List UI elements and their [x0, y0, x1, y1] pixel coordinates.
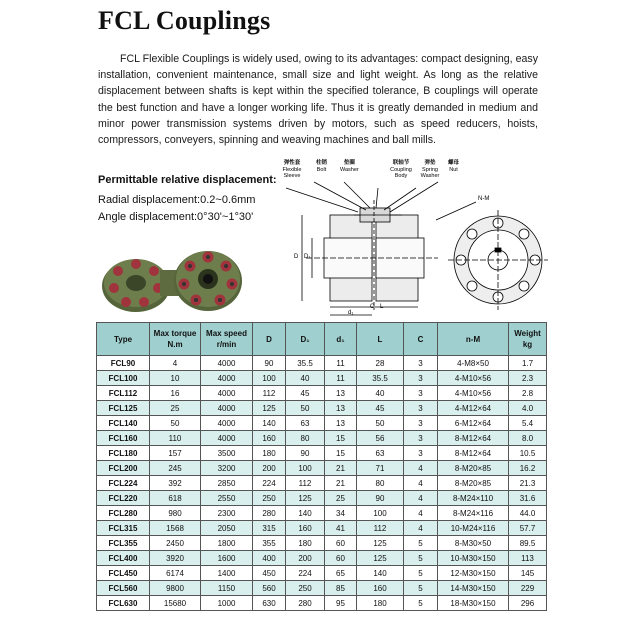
dim-D: D	[294, 254, 299, 260]
model-cell: FCL180	[97, 446, 150, 461]
table-cell: 4	[404, 491, 438, 506]
table-cell: 4000	[201, 401, 253, 416]
table-cell: 11	[325, 356, 357, 371]
table-row	[97, 386, 547, 401]
table-cell: 3500	[201, 446, 253, 461]
model-cell: FCL224	[97, 476, 150, 491]
table-cell: 11	[325, 371, 357, 386]
table-cell: 3	[404, 431, 438, 446]
table-cell: 5.4	[509, 416, 547, 431]
label-nut: 螺母 Nut	[448, 160, 460, 173]
table-cell: 450	[253, 566, 286, 581]
table-cell: 8-M30×50	[438, 536, 509, 551]
table-cell: 200	[286, 551, 325, 566]
label-spring-washer: 弹垫 Spring Washer	[420, 160, 440, 179]
table-cell: 15680	[150, 596, 201, 611]
table-cell: 8-M24×110	[438, 491, 509, 506]
table-header-row	[97, 323, 547, 356]
table-cell: 40	[357, 386, 404, 401]
table-cell: 100	[253, 371, 286, 386]
header-d1: d₁	[325, 323, 357, 356]
spec-table	[96, 322, 547, 611]
model-cell: FCL450	[97, 566, 150, 581]
table-cell: 8-M12×64	[438, 446, 509, 461]
dim-n-m: N-M	[478, 196, 490, 202]
table-row	[97, 371, 547, 386]
label-flexible-sleeve: 弹性套 Flexible Sleeve	[282, 160, 302, 179]
diagram-drawing	[266, 160, 556, 318]
angle-displacement: Angle displacement:0°30'~1°30'	[98, 211, 254, 223]
table-cell: 1568	[150, 521, 201, 536]
table-cell: 224	[286, 566, 325, 581]
table-cell: 9800	[150, 581, 201, 596]
table-cell: 10	[150, 371, 201, 386]
table-cell: 4.0	[509, 401, 547, 416]
table-cell: 3	[404, 386, 438, 401]
table-row	[97, 491, 547, 506]
table-cell: 13	[325, 401, 357, 416]
table-cell: 21	[325, 461, 357, 476]
table-row	[97, 431, 547, 446]
table-cell: 140	[253, 416, 286, 431]
table-cell: 4	[404, 521, 438, 536]
model-cell: FCL400	[97, 551, 150, 566]
table-cell: 160	[253, 431, 286, 446]
table-cell: 4	[404, 476, 438, 491]
table-cell: 4000	[201, 371, 253, 386]
table-cell: 3920	[150, 551, 201, 566]
table-cell: 2850	[201, 476, 253, 491]
table-cell: 4000	[201, 431, 253, 446]
table-cell: 50	[150, 416, 201, 431]
table-cell: 8-M24×116	[438, 506, 509, 521]
table-cell: 125	[286, 491, 325, 506]
table-cell: 4	[404, 506, 438, 521]
table-cell: 15	[325, 446, 357, 461]
table-cell: 45	[286, 386, 325, 401]
table-cell: 14-M30×150	[438, 581, 509, 596]
table-cell: 296	[509, 596, 547, 611]
label-coupling-body: 联轴节 Coupling Body	[390, 160, 412, 179]
table-cell: 355	[253, 536, 286, 551]
table-cell: 18-M30×150	[438, 596, 509, 611]
table-cell: 10-M24×116	[438, 521, 509, 536]
table-cell: 250	[286, 581, 325, 596]
table-cell: 180	[357, 596, 404, 611]
header-max-speed: Max speed r/min	[201, 323, 253, 356]
dim-L: L	[380, 304, 384, 310]
model-cell: FCL280	[97, 506, 150, 521]
intro-paragraph: FCL Flexible Couplings is widely used, owing to its advantages: compact designing, easy installation, convenient maintenance, small size and light weight. As long as the relative displacement between shafts is kept within the specified tolerance, B couplings will operate the best function and have a longer working life. Thus it is greatly demanded in medium and minor power transmission systems driven by motors, such as speed reducers, hoists, compressors, conveyers, spinning and weaving machines and ball mills.	[98, 53, 538, 147]
table-cell: 50	[357, 416, 404, 431]
table-cell: 95	[325, 596, 357, 611]
table-cell: 4	[150, 356, 201, 371]
table-cell: 21.3	[509, 476, 547, 491]
table-cell: 63	[286, 416, 325, 431]
table-cell: 34	[325, 506, 357, 521]
table-cell: 90	[357, 491, 404, 506]
table-cell: 50	[286, 401, 325, 416]
table-cell: 40	[286, 371, 325, 386]
table-cell: 618	[150, 491, 201, 506]
table-cell: 392	[150, 476, 201, 491]
header-type: Type	[97, 323, 150, 356]
table-cell: 6174	[150, 566, 201, 581]
table-cell: 1150	[201, 581, 253, 596]
table-row	[97, 476, 547, 491]
table-cell: 5	[404, 566, 438, 581]
table-cell: 400	[253, 551, 286, 566]
dim-D1: D₁	[304, 254, 311, 260]
table-cell: 160	[286, 521, 325, 536]
table-cell: 100	[357, 506, 404, 521]
table-cell: 12-M30×150	[438, 566, 509, 581]
table-cell: 2050	[201, 521, 253, 536]
table-cell: 15	[325, 431, 357, 446]
table-cell: 3	[404, 416, 438, 431]
model-cell: FCL630	[97, 596, 150, 611]
table-cell: 2.3	[509, 371, 547, 386]
header-C: C	[404, 323, 438, 356]
table-cell: 44.0	[509, 506, 547, 521]
coupling-photo	[96, 236, 246, 316]
table-cell: 71	[357, 461, 404, 476]
table-cell: 41	[325, 521, 357, 536]
table-cell: 80	[286, 431, 325, 446]
table-cell: 1.7	[509, 356, 547, 371]
model-cell: FCL90	[97, 356, 150, 371]
table-row	[97, 596, 547, 611]
page-title: FCL Couplings	[98, 6, 271, 35]
table-row	[97, 506, 547, 521]
model-cell: FCL200	[97, 461, 150, 476]
table-cell: 8.0	[509, 431, 547, 446]
table-cell: 245	[150, 461, 201, 476]
displacement-title: Permittable relative displacement:	[98, 174, 277, 186]
model-cell: FCL315	[97, 521, 150, 536]
table-cell: 5	[404, 581, 438, 596]
table-cell: 4-M10×56	[438, 386, 509, 401]
table-cell: 980	[150, 506, 201, 521]
table-cell: 4-M10×56	[438, 371, 509, 386]
table-cell: 31.6	[509, 491, 547, 506]
table-cell: 2450	[150, 536, 201, 551]
table-cell: 4000	[201, 386, 253, 401]
table-cell: 180	[286, 536, 325, 551]
header-weight: Weight kg	[509, 323, 547, 356]
table-cell: 3	[404, 401, 438, 416]
table-cell: 5	[404, 551, 438, 566]
table-cell: 5	[404, 596, 438, 611]
table-cell: 35.5	[357, 371, 404, 386]
table-cell: 28	[357, 356, 404, 371]
table-cell: 85	[325, 581, 357, 596]
table-row	[97, 356, 547, 371]
table-cell: 180	[253, 446, 286, 461]
table-cell: 16.2	[509, 461, 547, 476]
label-bolt: 柱销 Bolt	[316, 160, 328, 173]
table-cell: 1400	[201, 566, 253, 581]
table-cell: 560	[253, 581, 286, 596]
table-cell: 125	[253, 401, 286, 416]
table-cell: 60	[325, 551, 357, 566]
table-cell: 80	[357, 476, 404, 491]
table-cell: 4000	[201, 416, 253, 431]
table-cell: 630	[253, 596, 286, 611]
dim-d1: d₁	[348, 310, 354, 316]
table-cell: 140	[357, 566, 404, 581]
table-cell: 3	[404, 446, 438, 461]
table-cell: 56	[357, 431, 404, 446]
table-cell: 16	[150, 386, 201, 401]
table-cell: 224	[253, 476, 286, 491]
table-cell: 200	[253, 461, 286, 476]
table-cell: 112	[253, 386, 286, 401]
model-cell: FCL220	[97, 491, 150, 506]
header-D: D	[253, 323, 286, 356]
table-cell: 112	[357, 521, 404, 536]
table-cell: 315	[253, 521, 286, 536]
header-n-M: n-M	[438, 323, 509, 356]
table-cell: 157	[150, 446, 201, 461]
table-cell: 2.8	[509, 386, 547, 401]
model-cell: FCL160	[97, 431, 150, 446]
table-cell: 125	[357, 551, 404, 566]
table-cell: 90	[253, 356, 286, 371]
table-cell: 125	[357, 536, 404, 551]
table-cell: 65	[325, 566, 357, 581]
table-cell: 280	[286, 596, 325, 611]
table-cell: 110	[150, 431, 201, 446]
table-cell: 10.5	[509, 446, 547, 461]
coupling-diagram	[266, 160, 556, 318]
model-cell: FCL560	[97, 581, 150, 596]
radial-displacement: Radial displacement:0.2~0.6mm	[98, 194, 256, 206]
table-cell: 160	[357, 581, 404, 596]
table-cell: 113	[509, 551, 547, 566]
table-row	[97, 446, 547, 461]
model-cell: FCL355	[97, 536, 150, 551]
table-cell: 90	[286, 446, 325, 461]
table-cell: 4	[404, 461, 438, 476]
model-cell: FCL100	[97, 371, 150, 386]
table-cell: 57.7	[509, 521, 547, 536]
model-cell: FCL112	[97, 386, 150, 401]
table-cell: 10-M30×150	[438, 551, 509, 566]
table-row	[97, 416, 547, 431]
dim-C: C	[370, 304, 375, 310]
table-cell: 4-M8×50	[438, 356, 509, 371]
table-cell: 25	[325, 491, 357, 506]
table-cell: 112	[286, 476, 325, 491]
table-cell: 6-M12×64	[438, 416, 509, 431]
table-cell: 100	[286, 461, 325, 476]
table-cell: 1000	[201, 596, 253, 611]
table-cell: 3200	[201, 461, 253, 476]
table-row	[97, 581, 547, 596]
table-cell: 1800	[201, 536, 253, 551]
model-cell: FCL125	[97, 401, 150, 416]
table-cell: 8-M20×85	[438, 476, 509, 491]
table-cell: 4-M12×64	[438, 401, 509, 416]
table-row	[97, 521, 547, 536]
table-cell: 45	[357, 401, 404, 416]
table-cell: 13	[325, 416, 357, 431]
table-cell: 35.5	[286, 356, 325, 371]
table-body	[97, 356, 547, 611]
header-max-torque: Max torque N.m	[150, 323, 201, 356]
table-row	[97, 401, 547, 416]
table-cell: 3	[404, 356, 438, 371]
table-cell: 140	[286, 506, 325, 521]
table-row	[97, 536, 547, 551]
table-cell: 8-M20×85	[438, 461, 509, 476]
table-cell: 229	[509, 581, 547, 596]
table-cell: 1600	[201, 551, 253, 566]
table-row	[97, 461, 547, 476]
header-D1: D₁	[286, 323, 325, 356]
table-cell: 280	[253, 506, 286, 521]
table-cell: 4000	[201, 356, 253, 371]
table-cell: 145	[509, 566, 547, 581]
table-row	[97, 566, 547, 581]
table-cell: 2550	[201, 491, 253, 506]
table-cell: 8-M12×64	[438, 431, 509, 446]
header-L: L	[357, 323, 404, 356]
table-cell: 21	[325, 476, 357, 491]
label-washer: 垫圈 Washer	[340, 160, 359, 173]
table-cell: 250	[253, 491, 286, 506]
table-cell: 89.5	[509, 536, 547, 551]
table-cell: 5	[404, 536, 438, 551]
table-cell: 63	[357, 446, 404, 461]
table-cell: 60	[325, 536, 357, 551]
table-cell: 25	[150, 401, 201, 416]
table-cell: 13	[325, 386, 357, 401]
table-row	[97, 551, 547, 566]
model-cell: FCL140	[97, 416, 150, 431]
table-cell: 3	[404, 371, 438, 386]
table-cell: 2300	[201, 506, 253, 521]
